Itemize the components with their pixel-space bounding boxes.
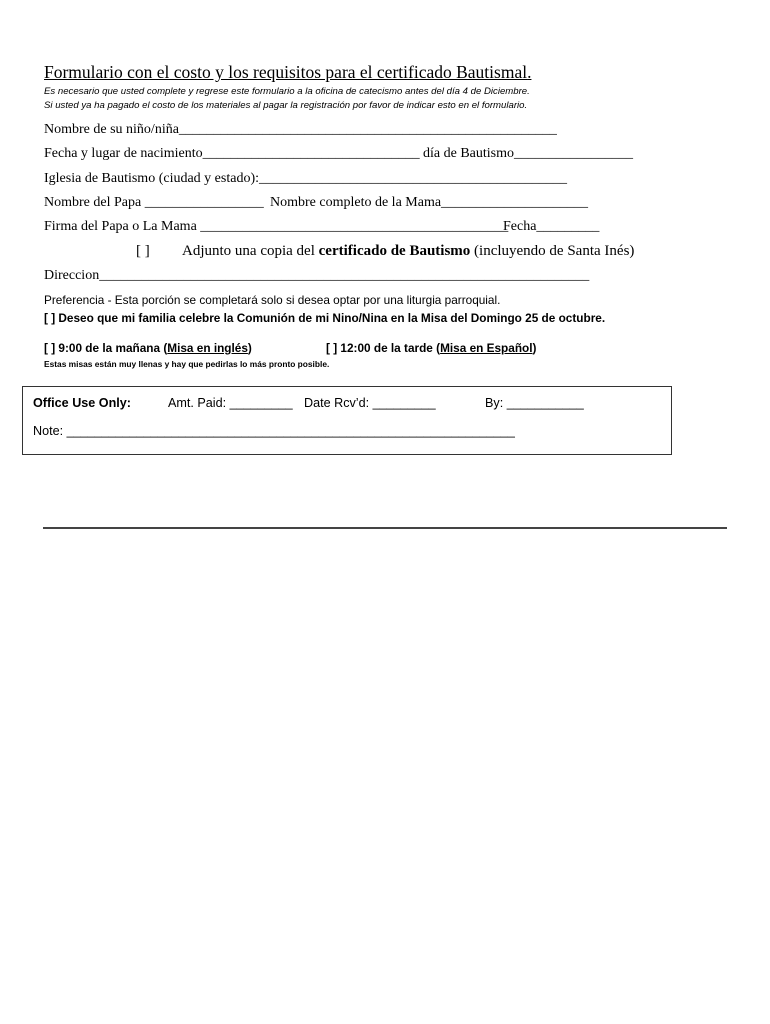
form-title bbox=[44, 62, 531, 83]
mass-spanish-suffix: ) bbox=[532, 341, 537, 355]
office-note-field[interactable]: Note: ________________________________________________________________ bbox=[33, 424, 515, 438]
instruction-payment: Si usted ya ha pagado el costo de los materiales al pagar la registración por favor de indicar esto en el formulario. bbox=[44, 100, 528, 111]
child-name-field[interactable]: Nombre de su niño/niña______________________________________________________ bbox=[44, 122, 557, 137]
received-by-field[interactable]: By: ___________ bbox=[485, 396, 584, 410]
address-field[interactable]: Direccion______________________________________________________________________ bbox=[44, 268, 590, 283]
mass-spanish-option[interactable] bbox=[326, 341, 536, 355]
mass-english-prefix: [ ] 9:00 de la mañana ( bbox=[44, 341, 168, 355]
attach-text-before: Adjunto una copia del bbox=[182, 243, 319, 259]
mass-availability-note: Estas misas están muy llenas y hay que pedirlas lo más pronto posible. bbox=[44, 359, 330, 369]
horizontal-rule bbox=[43, 527, 727, 529]
office-use-label: Office Use Only: bbox=[33, 396, 131, 410]
mass-spanish-prefix: [ ] 12:00 de la tarde ( bbox=[326, 341, 441, 355]
baptism-church-field[interactable]: Iglesia de Bautismo (ciudad y estado):____________________________________________ bbox=[44, 171, 567, 186]
preference-intro: Preferencia - Esta porción se completará solo si desea optar por una liturgia parroquial. bbox=[44, 293, 501, 307]
mass-english-label: Misa en inglés bbox=[167, 341, 248, 355]
attach-certificate-checkbox[interactable]: [ ] bbox=[136, 243, 150, 259]
birth-date-place-field[interactable]: Fecha y lugar de nacimiento_______________________________ bbox=[44, 146, 420, 161]
instruction-deadline: Es necesario que usted complete y regrese este formulario a la oficina de catecismo antes del día 4 de Diciembre. bbox=[44, 86, 530, 97]
attach-certificate-text bbox=[182, 243, 634, 260]
date-received-field[interactable]: Date Rcv’d: _________ bbox=[304, 396, 436, 410]
form-title-period: . bbox=[527, 62, 532, 82]
father-name-field[interactable]: Nombre del Papa _________________ bbox=[44, 195, 264, 210]
parent-signature-field[interactable]: Firma del Papa o La Mama ____________________________________________ bbox=[44, 219, 509, 234]
mass-spanish-label: Misa en Español bbox=[440, 341, 533, 355]
mass-english-option[interactable] bbox=[44, 341, 252, 355]
attach-text-bold: certificado de Bautismo bbox=[318, 243, 471, 259]
form-title-text: Formulario con el costo y los requisitos para el certificado Bautismal bbox=[44, 62, 528, 82]
mass-english-suffix: ) bbox=[247, 341, 252, 355]
mother-full-name-field[interactable]: Nombre completo de la Mama_____________________ bbox=[270, 195, 589, 210]
baptism-day-field[interactable]: día de Bautismo_________________ bbox=[423, 146, 633, 161]
date-field[interactable]: Fecha_________ bbox=[503, 219, 600, 234]
amount-paid-field[interactable]: Amt. Paid: _________ bbox=[168, 396, 293, 410]
attach-text-after: (incluyendo de Santa Inés) bbox=[470, 243, 635, 259]
communion-checkbox-line[interactable]: [ ] Deseo que mi familia celebre la Comunión de mi Nino/Nina en la Misa del Domingo 25 de octubre. bbox=[44, 311, 606, 325]
